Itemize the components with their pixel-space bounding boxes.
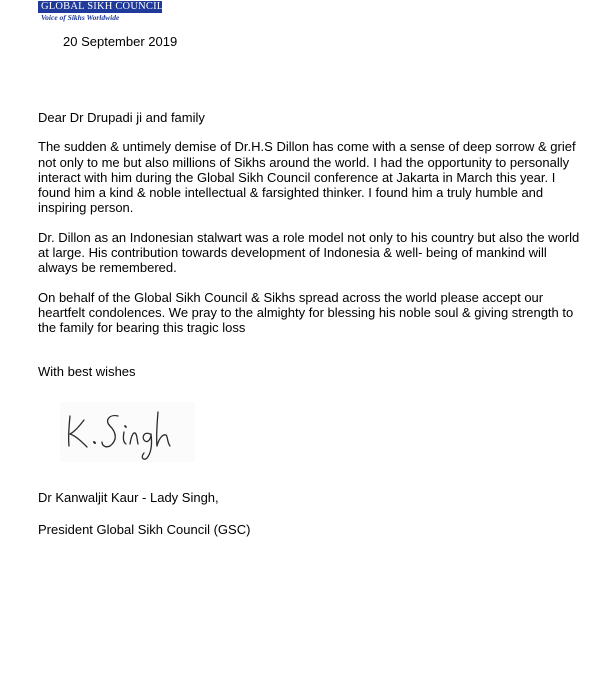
- paragraph-2: Dr. Dillon as an Indonesian stalwart was a role model not only to his country but also the world at large. His contribution towards development of Indonesia & well- being of mankind will always be remembered.: [38, 229, 580, 276]
- handwritten-signature: [60, 402, 195, 462]
- closing-line: With best wishes: [38, 364, 136, 379]
- signer-title: President Global Sikh Council (GSC): [38, 522, 251, 537]
- salutation: Dear Dr Drupadi ji and family: [38, 110, 205, 125]
- signature-image: [60, 402, 195, 462]
- org-name: GLOBAL SIKH COUNCIL: [38, 1, 162, 13]
- letterhead-logo: [38, 1, 162, 22]
- org-tagline: Voice of Sikhs Worldwide: [41, 13, 120, 22]
- paragraph-1: The sudden & untimely demise of Dr.H.S Dillon has come with a sense of deep sorrow & grief not only to me but also millions of Sikhs around the world. I had the opportunity to personally interact with him during the Global Sikh Council conference at Jakarta in March this year. I found him a kind & noble intellectual & farsighted thinker. I found him a truly humble and inspiring person.: [38, 139, 576, 216]
- signer-name: Dr Kanwaljit Kaur - Lady Singh,: [38, 490, 219, 505]
- letter-date: 20 September 2019: [63, 34, 178, 49]
- letter-body: [38, 110, 583, 350]
- paragraph-3: On behalf of the Global Sikh Council & Sikhs spread across the world please accept our heartfelt condolences. We pray to the almighty for blessing his noble soul & giving strength to the family for bearing this tragic loss: [38, 289, 574, 336]
